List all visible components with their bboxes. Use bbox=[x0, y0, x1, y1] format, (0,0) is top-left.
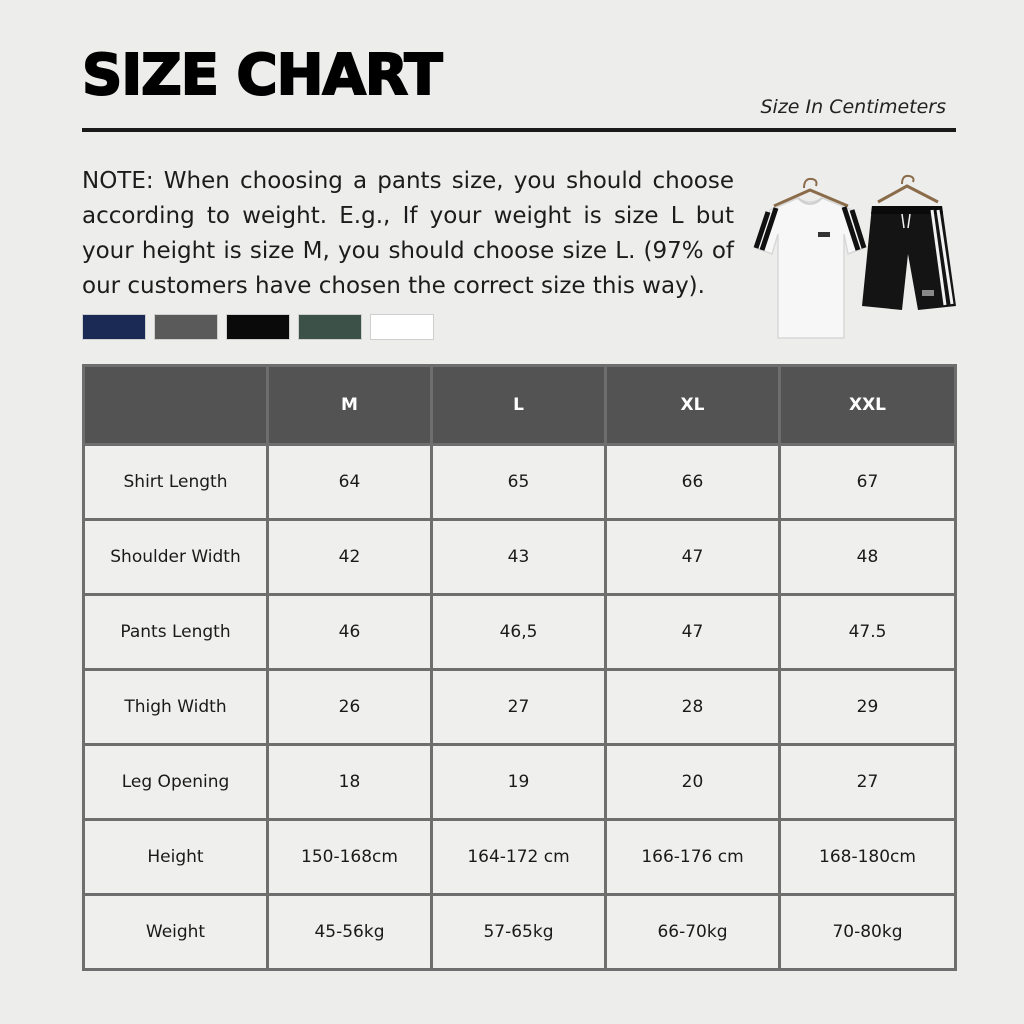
row-label: Shoulder Width bbox=[84, 520, 268, 595]
table-cell: 48 bbox=[780, 520, 956, 595]
table-cell: 42 bbox=[268, 520, 432, 595]
table-cell: 64 bbox=[268, 445, 432, 520]
header-size-l: L bbox=[432, 366, 606, 445]
swatch-white bbox=[370, 314, 434, 340]
header-corner-cell bbox=[84, 366, 268, 445]
table-cell: 29 bbox=[780, 670, 956, 745]
table-cell: 70-80kg bbox=[780, 895, 956, 970]
table-cell: 164-172 cm bbox=[432, 820, 606, 895]
row-label: Pants Length bbox=[84, 595, 268, 670]
table-cell: 65 bbox=[432, 445, 606, 520]
table-cell: 57-65kg bbox=[432, 895, 606, 970]
table-cell: 66-70kg bbox=[606, 895, 780, 970]
table-cell: 47.5 bbox=[780, 595, 956, 670]
page-title: SIZE CHART bbox=[82, 43, 442, 108]
table-row bbox=[84, 820, 956, 895]
swatch-grey bbox=[154, 314, 218, 340]
units-caption: Size In Centimeters bbox=[760, 96, 946, 118]
shorts-icon bbox=[862, 206, 956, 310]
swatch-dark-green bbox=[298, 314, 362, 340]
table-cell: 67 bbox=[780, 445, 956, 520]
header-size-xl: XL bbox=[606, 366, 780, 445]
size-table bbox=[82, 364, 957, 971]
table-row bbox=[84, 595, 956, 670]
table-row bbox=[84, 895, 956, 970]
table-row bbox=[84, 445, 956, 520]
row-label: Height bbox=[84, 820, 268, 895]
table-header-row bbox=[84, 366, 956, 445]
table-cell: 26 bbox=[268, 670, 432, 745]
table-cell: 150-168cm bbox=[268, 820, 432, 895]
table-row bbox=[84, 520, 956, 595]
table-cell: 66 bbox=[606, 445, 780, 520]
swatch-navy bbox=[82, 314, 146, 340]
swatch-black bbox=[226, 314, 290, 340]
row-label: Weight bbox=[84, 895, 268, 970]
table-cell: 47 bbox=[606, 595, 780, 670]
header-size-m: M bbox=[268, 366, 432, 445]
t-shirt-icon bbox=[756, 198, 864, 338]
title-divider bbox=[82, 128, 956, 132]
table-cell: 20 bbox=[606, 745, 780, 820]
table-cell: 27 bbox=[780, 745, 956, 820]
table-cell: 45-56kg bbox=[268, 895, 432, 970]
row-label: Shirt Length bbox=[84, 445, 268, 520]
table-cell: 43 bbox=[432, 520, 606, 595]
header-size-xxl: XXL bbox=[780, 366, 956, 445]
table-cell: 18 bbox=[268, 745, 432, 820]
sizing-note: NOTE: When choosing a pants size, you should choose according to weight. E.g., If your weight is size L but your height is size M, you should choose size L. (97% of our customers have chosen the correct size this way). bbox=[82, 168, 734, 299]
color-swatches bbox=[82, 314, 434, 340]
table-cell: 46 bbox=[268, 595, 432, 670]
row-label: Leg Opening bbox=[84, 745, 268, 820]
table-cell: 27 bbox=[432, 670, 606, 745]
table-row bbox=[84, 670, 956, 745]
table-cell: 166-176 cm bbox=[606, 820, 780, 895]
table-cell: 46,5 bbox=[432, 595, 606, 670]
table-cell: 47 bbox=[606, 520, 780, 595]
table-cell: 168-180cm bbox=[780, 820, 956, 895]
table-row bbox=[84, 745, 956, 820]
table-cell: 28 bbox=[606, 670, 780, 745]
product-image bbox=[752, 170, 968, 350]
row-label: Thigh Width bbox=[84, 670, 268, 745]
table-cell: 19 bbox=[432, 745, 606, 820]
hanger-icon-2 bbox=[878, 176, 938, 202]
